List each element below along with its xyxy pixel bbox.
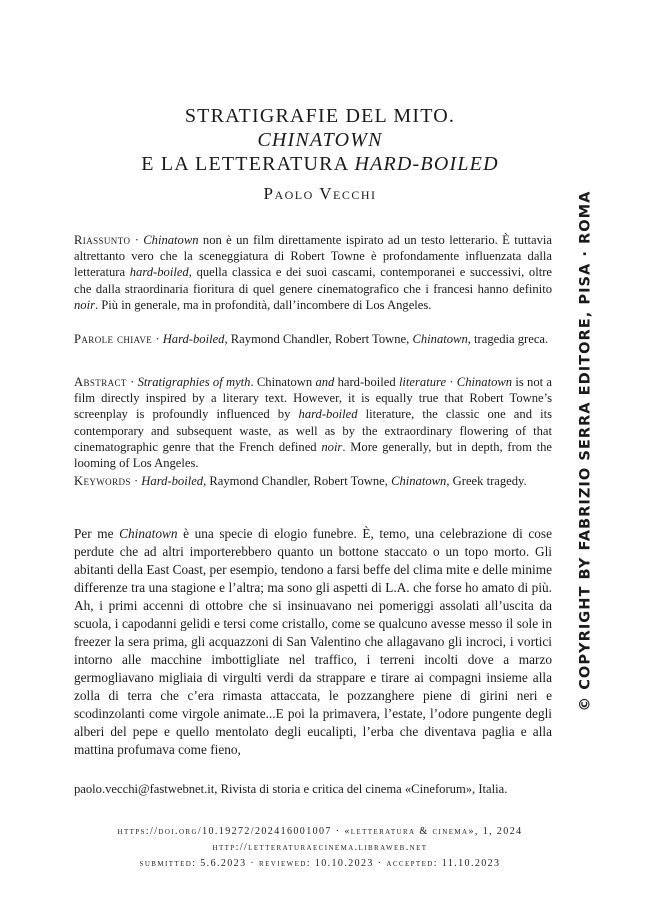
parole-chiave-italic-1: Hard-boiled bbox=[162, 332, 225, 346]
parole-chiave-label: Parole chiave bbox=[74, 332, 153, 346]
abstract-text-6: · bbox=[446, 375, 457, 389]
keywords-text-2: , Greek tragedy. bbox=[446, 474, 527, 488]
footer-url: http://letteraturaecinema.libraweb.net bbox=[212, 842, 428, 853]
abstract-sep: · bbox=[126, 375, 138, 389]
keywords-label: Keywords bbox=[74, 474, 131, 488]
abstract-italic-1: Stratigraphies of myth bbox=[137, 375, 251, 389]
copyright-watermark bbox=[572, 190, 598, 712]
footer-doi: https://doi.org/10.19272/202416001007 · «letteratura & cinema», 1, 2024 bbox=[117, 826, 523, 837]
keywords-italic-1: Hard-boiled bbox=[141, 474, 204, 488]
parole-chiave-text-1: , Raymond Chandler, Robert Towne, bbox=[224, 332, 413, 346]
parole-chiave-paragraph bbox=[74, 331, 552, 347]
body-text-1: Per me bbox=[74, 526, 120, 541]
abstract-text-10: literature, the classic one and its contemporary and subsequent waste, as well as by the extraordinary flowering of that cinematographic genre that the French defined bbox=[74, 407, 552, 454]
abstract-text-2: . Chinatown bbox=[250, 375, 316, 389]
body-text-2: è una specie di elogio funebre. È, temo, una celebrazione di cose perdute che ad altri importerebbero quanto un bottone staccato o un topo morto. Gli abitanti della East Coast, per esempio, tendono a farsi beffe del clima mite e delle minime differenze tra una stagione e l’altra; ma sono gli aspetti di L.A. che forse ho amato di più. Ah, i primi accenni di ottobre che si insinuavano nei pomeriggi assolati all’uscita da scuola, i capodanni gelidi e tersi come cristallo, come se qualcuno avesse messo il sole in freezer la sera prima, gli acquazzoni di San Valentino che allagavano gli incroci, i vortici intorno alle macchine imbottigliate nel traffico, i terreni incolti dove a marzo germogliavano migliaia di virgulti verdi da strappare e tirare ai compagni insieme alla zolla di terra che c’era rimasta attaccata, le pozzanghere piene di girini neri e scodinzolanti come virgole animate...E poi la primavera, l’estate, l’odore pungente degli alberi del pepe e quello mentolato degli eucalipti, l’erba che diventava paglia e alla mattina profumava come fieno, bbox=[74, 526, 553, 757]
title-line-2: CHINATOWN bbox=[257, 129, 383, 151]
title-line-1: STRATIGRAFIE DEL MITO. bbox=[184, 105, 456, 127]
parole-chiave-text-2: , tragedia greca. bbox=[467, 332, 549, 346]
riassunto-italic-2: hard-boiled bbox=[129, 265, 189, 280]
keywords-text-1: , Raymond Chandler, Robert Towne, bbox=[203, 474, 392, 488]
abstract-italic-3: and bbox=[315, 375, 335, 389]
body-italic-1: Chinatown bbox=[119, 526, 178, 541]
riassunto-text-2: , quella classica e dei suoi cascami, contemporanei e successivi, oltre che dalla straordinaria fioritura di quel genere cinematografico che i francesi hanno definito bbox=[74, 265, 552, 296]
abstract-text-4: hard-boiled bbox=[334, 375, 399, 389]
keywords-sep: · bbox=[130, 474, 142, 488]
keywords-paragraph bbox=[74, 473, 552, 489]
title-line-3-italic: HARD-BOILED bbox=[354, 153, 499, 175]
body-paragraph bbox=[74, 525, 552, 759]
abstract-italic-11: noir bbox=[321, 439, 343, 454]
keywords-italic-2: Chinatown bbox=[391, 474, 447, 488]
abstract-italic-9: hard-boiled bbox=[298, 407, 358, 422]
abstract-text-8: is not a film directly inspired by a literary text. However, it is equally true that Robert Towne’s screenplay is profoundly influenced by bbox=[74, 375, 552, 422]
riassunto-text-1: non è un film direttamente ispirato ad un testo letterario. È tuttavia altrettanto vero che la sceneggiatura di Robert Towne è profondamente influenzata dalla letteratura bbox=[74, 233, 552, 280]
abstract-italic-5: literature bbox=[398, 375, 447, 389]
parole-chiave-sep: · bbox=[152, 332, 163, 346]
riassunto-sep: · bbox=[130, 233, 144, 247]
riassunto-italic-1: Chinatown bbox=[143, 233, 199, 247]
parole-chiave-italic-2: Chinatown bbox=[412, 332, 468, 346]
riassunto-paragraph bbox=[74, 232, 552, 313]
author-name: Paolo Vecchi bbox=[263, 184, 377, 203]
abstract-text-12: . More generally, but in depth, from the looming of Los Angeles. bbox=[74, 439, 553, 471]
abstract-paragraph bbox=[74, 374, 552, 471]
riassunto-label: Riassunto bbox=[74, 233, 131, 247]
abstract-label: Abstract bbox=[74, 375, 127, 389]
footer-dates: submitted: 5.6.2023 · reviewed: 10.10.2023 · accepted: 11.10.2023 bbox=[139, 858, 501, 869]
copyright-text: © COPYRIGHT BY FABRIZIO SERRA EDITORE, PISA · ROMA bbox=[576, 190, 594, 712]
riassunto-italic-3: noir bbox=[74, 297, 95, 312]
title-line-3-text: E LA LETTERATURA bbox=[141, 153, 355, 175]
abstract-italic-7: Chinatown bbox=[456, 375, 513, 389]
author-footnote: paolo.vecchi@fastwebnet.it, Rivista di storia e critica del cinema «Cineforum», Italia. bbox=[74, 782, 508, 796]
riassunto-text-3: . Più in generale, ma in profondità, dall’incombere di Los Angeles. bbox=[95, 297, 432, 312]
title-line-3 bbox=[70, 151, 570, 177]
